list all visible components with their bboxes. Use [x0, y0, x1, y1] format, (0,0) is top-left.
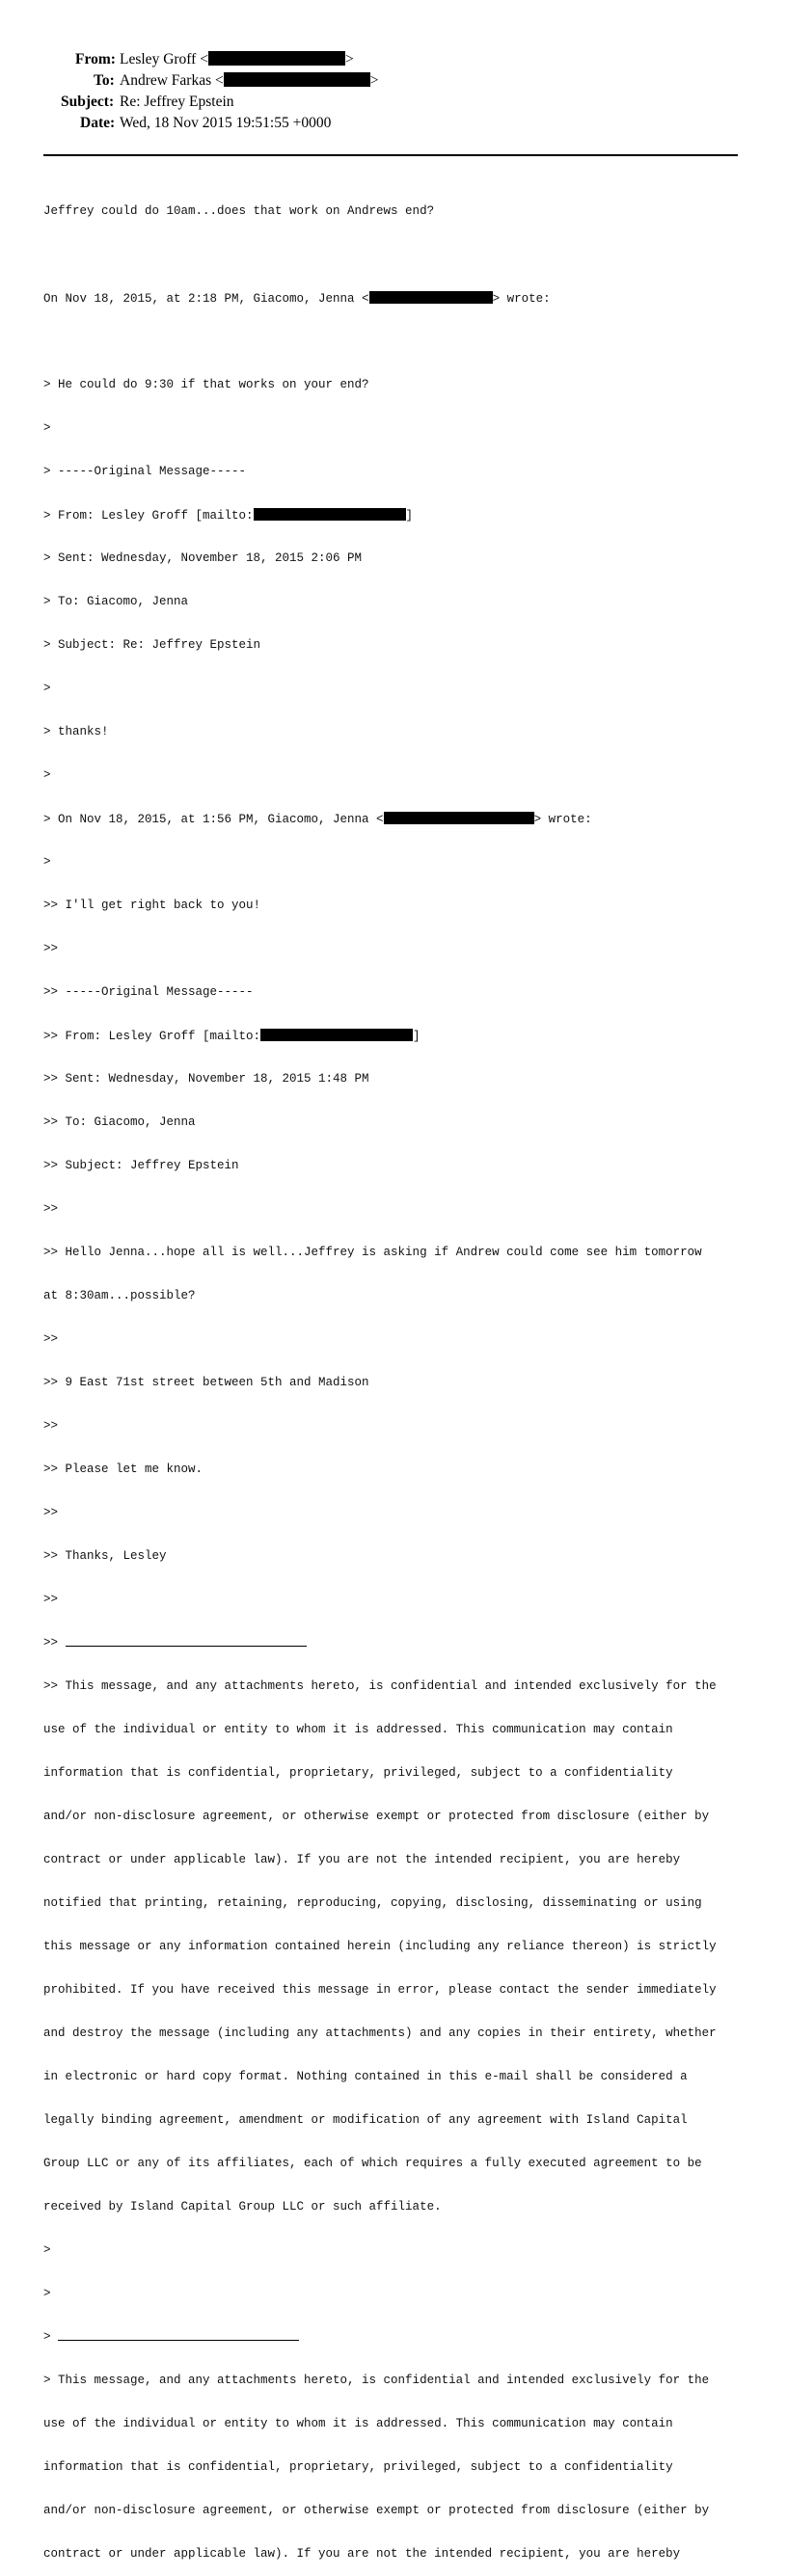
- body-line: at 8:30am...possible?: [43, 1289, 196, 1302]
- body-line: [43, 1636, 757, 1650]
- disclaimer-line: contract or under applicable law). If you are not the intended recipient, you are hereby: [43, 1853, 681, 1866]
- from-label: From:: [75, 51, 116, 67]
- to-close: >: [369, 72, 379, 89]
- body-line: >> Thanks, Lesley: [43, 1549, 167, 1563]
- disclaimer-line: received by Island Capital Group LLC or such affiliate.: [43, 2200, 442, 2214]
- disclaimer-line: legally binding agreement, amendment or modification of any agreement with Island Capital: [43, 2113, 688, 2127]
- disclaimer-line: and/or non-disclosure agreement, or otherwise exempt or protected from disclosure (either by: [43, 2504, 710, 2517]
- disclaimer-line: and destroy the message (including any attachments) and any copies in their entirety, whether: [43, 2026, 717, 2040]
- disclaimer-line: >> This message, and any attachments hereto, is confidential and intended exclusively for the: [43, 1679, 717, 1693]
- redaction-box: [260, 1029, 413, 1041]
- body-line: [43, 2330, 757, 2345]
- reply-intro-end: > wrote:: [492, 292, 551, 306]
- to-label: To:: [94, 72, 115, 89]
- subject-label: Subject:: [61, 94, 115, 110]
- body-line: >: [43, 768, 51, 782]
- redaction-box: [369, 291, 493, 304]
- body-line: Jeffrey could do 10am...does that work on Andrews end?: [43, 204, 435, 218]
- body-line: >: [43, 682, 51, 695]
- redaction-box: [384, 812, 534, 824]
- disclaimer-line: Group LLC or any of its affiliates, each of which requires a fully executed agreement to be: [43, 2157, 702, 2170]
- disclaimer-line: and/or non-disclosure agreement, or otherwise exempt or protected from disclosure (either by: [43, 1810, 710, 1823]
- quoted-from-2: >> From: Lesley Groff [mailto:: [43, 1030, 261, 1043]
- disclaimer-line: use of the individual or entity to whom it is addressed. This communication may contain: [43, 2417, 673, 2430]
- from-value: Lesley Groff <: [120, 51, 208, 67]
- body-line: > He could do 9:30 if that works on your end?: [43, 378, 369, 391]
- quote-marker: >: [43, 2330, 51, 2344]
- body-line: > Sent: Wednesday, November 18, 2015 2:06 PM: [43, 551, 363, 565]
- disclaimer-line: prohibited. If you have received this message in error, please contact the sender immediately: [43, 1983, 717, 1997]
- body-line: [43, 291, 757, 306]
- blank-line: [43, 248, 757, 262]
- body-line: >>: [43, 1593, 59, 1606]
- disclaimer-line: > This message, and any attachments hereto, is confidential and intended exclusively for the: [43, 2374, 710, 2387]
- body-line: >: [43, 421, 51, 435]
- quoted-from-end: ]: [405, 509, 414, 523]
- from-value-wrap: [120, 51, 354, 68]
- header-divider: [43, 154, 738, 156]
- body-line: >> To: Giacomo, Jenna: [43, 1115, 196, 1129]
- body-line: >: [43, 855, 51, 869]
- redaction-box: [224, 72, 370, 87]
- body-line: >> 9 East 71st street between 5th and Madison: [43, 1376, 369, 1389]
- quoted-from: > From: Lesley Groff [mailto:: [43, 509, 254, 523]
- date-value: Wed, 18 Nov 2015 19:51:55 +0000: [120, 115, 332, 131]
- quoted-from-2-end: ]: [413, 1030, 421, 1043]
- email-body: [43, 175, 757, 2576]
- body-line: >> Sent: Wednesday, November 18, 2015 1:48 PM: [43, 1072, 369, 1086]
- to-value: Andrew Farkas <: [120, 72, 224, 89]
- body-line: >> I'll get right back to you!: [43, 899, 261, 912]
- redaction-box: [254, 508, 406, 521]
- quoted-reply-intro: > On Nov 18, 2015, at 1:56 PM, Giacomo, Jenna <: [43, 813, 384, 826]
- body-line: >>: [43, 1419, 59, 1433]
- quote-marker: >>: [43, 1636, 59, 1650]
- reply-intro: On Nov 18, 2015, at 2:18 PM, Giacomo, Jenna <: [43, 292, 369, 306]
- disclaimer-line: information that is confidential, proprietary, privileged, subject to a confidentiality: [43, 2460, 673, 2474]
- body-line: >> Hello Jenna...hope all is well...Jeffrey is asking if Andrew could come see him tomorrow: [43, 1246, 702, 1259]
- disclaimer-line: information that is confidential, proprietary, privileged, subject to a confidentiality: [43, 1766, 673, 1780]
- disclaimer-line: contract or under applicable law). If you are not the intended recipient, you are hereby: [43, 2547, 681, 2561]
- date-label: Date:: [80, 115, 116, 131]
- body-line: > To: Giacomo, Jenna: [43, 595, 189, 608]
- from-close: >: [344, 51, 354, 67]
- body-line: >> Subject: Jeffrey Epstein: [43, 1159, 239, 1172]
- signature-rule: [58, 2330, 299, 2341]
- disclaimer-line: notified that printing, retaining, reproducing, copying, disclosing, disseminating or using: [43, 1896, 702, 1910]
- blank-line: [43, 335, 757, 349]
- body-line: >>: [43, 1202, 59, 1216]
- body-line: [43, 1029, 757, 1043]
- body-line: >: [43, 2243, 51, 2257]
- disclaimer-line: use of the individual or entity to whom it is addressed. This communication may contain: [43, 1723, 673, 1736]
- subject-value: Re: Jeffrey Epstein: [120, 94, 234, 110]
- body-line: >> -----Original Message-----: [43, 985, 254, 999]
- body-line: >: [43, 2287, 51, 2300]
- redaction-box: [208, 51, 345, 66]
- disclaimer-line: this message or any information contained herein (including any reliance thereon) is strictly: [43, 1940, 717, 1953]
- body-line: > -----Original Message-----: [43, 465, 247, 478]
- body-line: >>: [43, 1506, 59, 1519]
- signature-rule: [66, 1636, 307, 1647]
- disclaimer-line: in electronic or hard copy format. Nothing contained in this e-mail shall be considered a: [43, 2070, 688, 2083]
- body-line: > thanks!: [43, 725, 109, 738]
- body-line: [43, 508, 757, 523]
- body-line: >>: [43, 942, 59, 955]
- body-line: >>: [43, 1332, 59, 1346]
- body-line: [43, 812, 757, 826]
- body-line: > Subject: Re: Jeffrey Epstein: [43, 638, 261, 652]
- quoted-reply-intro-end: > wrote:: [533, 813, 592, 826]
- to-value-wrap: [120, 72, 379, 90]
- body-line: >> Please let me know.: [43, 1462, 204, 1476]
